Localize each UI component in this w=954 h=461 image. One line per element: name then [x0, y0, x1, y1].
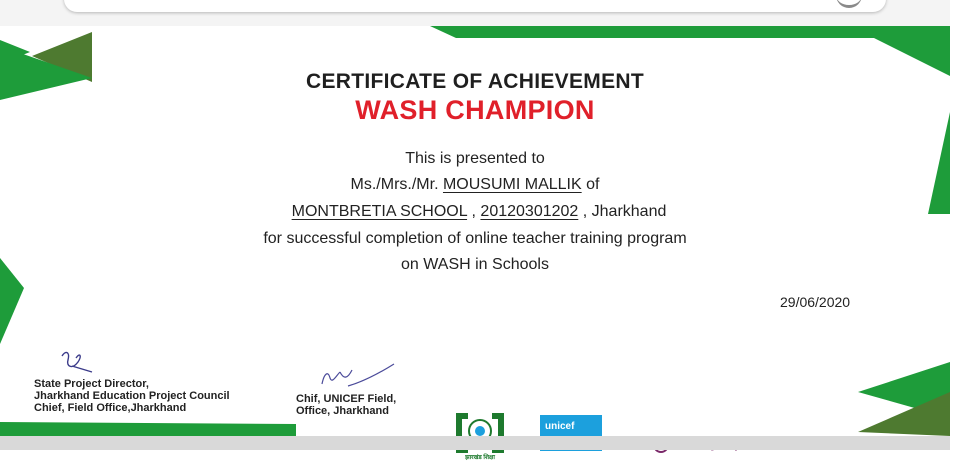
unicef-wordmark: unicef: [545, 421, 575, 432]
completion-line: for successful completion of online teacher training program: [263, 230, 687, 247]
left-signatory-line2: Jharkhand Education Project Council: [34, 390, 230, 402]
school-code: 20120301202: [480, 203, 579, 220]
bottom-green-band: [0, 422, 296, 436]
of-text: of: [586, 176, 600, 193]
middle-signatory: [296, 393, 396, 417]
browser-top-strip: [0, 0, 950, 26]
left-signatory: [34, 378, 230, 414]
salutation: Ms./Mrs./Mr.: [350, 176, 439, 193]
middle-signatory-line2: Office, Jharkhand: [296, 405, 389, 417]
jepc-caption: झारखंड शिक्षा: [465, 455, 495, 461]
presented-line: This is presented to: [405, 150, 545, 167]
left-signatory-line3: Chief, Field Office,Jharkhand: [34, 402, 187, 414]
certificate: [0, 26, 950, 461]
recipient-line: [0, 176, 950, 194]
school-line: [4, 203, 954, 221]
school-name: MONTBRETIA SCHOOL: [291, 203, 468, 220]
left-signature-icon: [58, 348, 96, 376]
left-signatory-line1: State Project Director,: [34, 378, 149, 390]
search-bar[interactable]: [64, 0, 886, 12]
award-title: WASH CHAMPION: [355, 95, 595, 125]
middle-signatory-line1: Chif, UNICEF Field,: [296, 393, 397, 405]
bottom-strip: [0, 436, 950, 450]
state-text: , Jharkhand: [582, 203, 667, 220]
certificate-date: 29/06/2020: [780, 294, 851, 310]
middle-signature-icon: [318, 360, 398, 392]
mic-icon[interactable]: [836, 0, 862, 8]
certificate-title: CERTIFICATE OF ACHIEVEMENT: [306, 70, 644, 93]
comma: ,: [471, 203, 476, 220]
recipient-name: MOUSUMI MALLIK: [442, 176, 582, 193]
program-line: on WASH in Schools: [401, 256, 549, 273]
